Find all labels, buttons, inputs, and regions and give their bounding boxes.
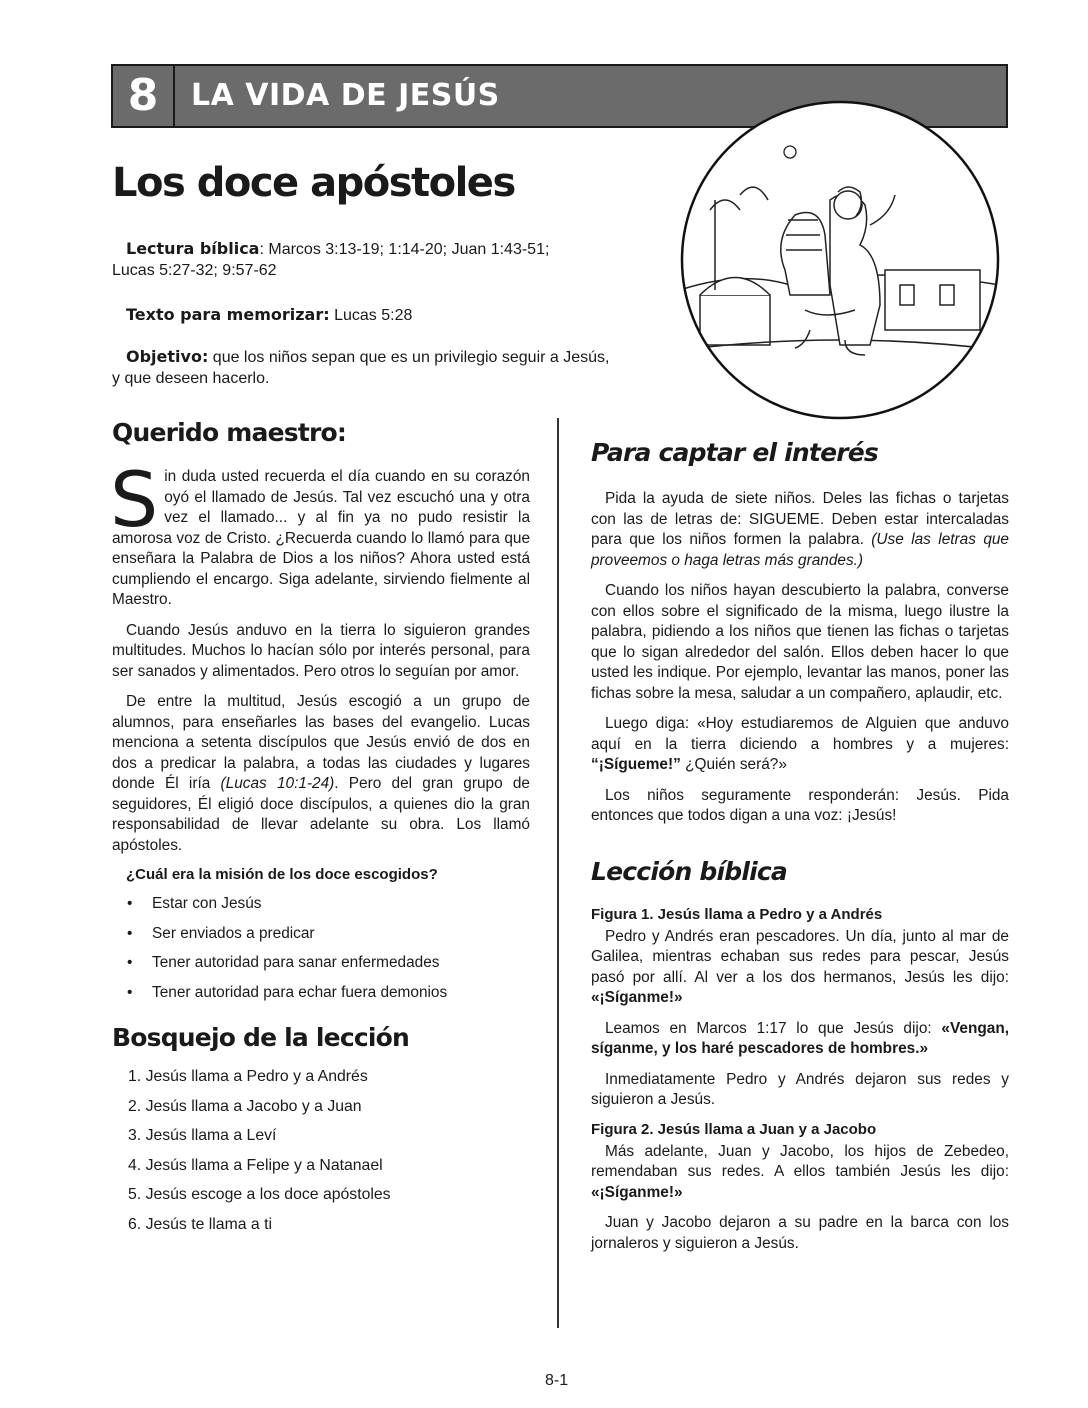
figure-2-heading: Figura 2. Jesús llama a Juan y a Jacobo (591, 1120, 877, 1138)
left-column (112, 418, 530, 1239)
objective-value: que los niños sepan que es un privilegio seguir a Jesús, (208, 349, 610, 366)
interest-text-a: Pida la ayuda de siete niños. Deles las fichas o tarjetas con las de letras de: SIGUEME. Deben estar intercaladas para que los niños formen la palabra. (591, 490, 1009, 548)
f1-text-b: «¡Síganme!» (591, 989, 683, 1006)
column-divider (557, 418, 559, 1328)
page-number: 8-1 (545, 1372, 569, 1389)
list-item: • Ser enviados a predicar (112, 919, 530, 949)
memory-label: Texto para memorizar: (126, 305, 330, 324)
outline-item: 1. Jesús llama a Pedro y a Andrés (128, 1068, 368, 1085)
figure-2-paragraph-1 (591, 1142, 1009, 1204)
capture-interest-heading: Para captar el interés (591, 438, 879, 467)
figure-1-paragraph-2 (591, 1019, 1009, 1060)
lesson-outline (112, 1062, 530, 1239)
figure-1-paragraph-3: Inmediatamente Pedro y Andrés dejaron sus redes y siguieron a Jesús. (591, 1070, 1009, 1108)
interest-3-a: Luego diga: «Hoy estudiaremos de Alguien que anduvo aquí en la tierra diciendo a hombres y a mujeres: (591, 715, 1009, 753)
outline-item: 6. Jesús te llama a ti (128, 1215, 272, 1233)
apostles-paragraph (112, 692, 530, 856)
outline-item: 4. Jesús llama a Felipe y a Natanael (128, 1156, 383, 1174)
right-column (591, 438, 1009, 1264)
objective (112, 346, 692, 389)
interest-paragraph-4: Los niños seguramente responderán: Jesús. Pida entonces que todos digan a una voz: ¡Jesús! (591, 786, 1009, 824)
reading-info (112, 238, 692, 281)
intro-text: in duda usted recuerda el día cuando en su corazón oyó el llamado de Jesús. Tal vez escuchó una y otra vez el llamado... y al fin ya no pudo resistir la amorosa voz de Cristo. ¿Recuerda cuando lo llamó para que enseñara la Palabra de Dios a los niños? Ahora usted está cumpliendo el encargo. Siga adelante, sirviendo fielmente al Maestro. (112, 468, 530, 608)
jesus-illustration (680, 100, 1000, 420)
mission-question: ¿Cuál era la misión de los doce escogidos? (126, 866, 438, 883)
figure-1-heading: Figura 1. Jesús llama a Pedro y a Andrés (591, 905, 883, 923)
f2-text-a: Más adelante, Juan y Jacobo, los hijos de Zebedeo, remendaban sus redes. A ellos también Jesús les dijo: (591, 1142, 1009, 1180)
bible-lesson-heading: Lección bíblica (591, 856, 787, 886)
reading-value-2: Lucas 5:27-32; 9:57-62 (112, 262, 277, 279)
interest-paragraph-1 (591, 489, 1009, 571)
dear-teacher-heading: Querido maestro: (112, 418, 347, 447)
reading-label: Lectura bíblica (126, 239, 260, 258)
intro-paragraph (110, 455, 530, 611)
f2-text-b: «¡Síganme!» (591, 1183, 683, 1201)
list-item: • Tener autoridad para sanar enfermedades (112, 948, 530, 978)
interest-paragraph-2: Cuando los niños hayan descubierto la palabra, converse con ellos sobre el significado de la misma, luego ilustre la palabra, pidiendo a los niños que tienen las fichas o tarjetas que lo sigan alrededor del salón. Ellos deben hacer lo que usted les indique. Por ejemplo, levantar las manos, poner las fichas sobre la mesa, saludar a un compañero, aplaudir, etc. (591, 582, 1009, 702)
outline-heading: Bosquejo de la lección (112, 1023, 410, 1052)
unit-title: LA VIDA DE JESÚS (191, 78, 500, 113)
outline-item: 3. Jesús llama a Leví (128, 1127, 277, 1144)
page-title: Los doce apóstoles (112, 160, 515, 206)
list-item: • Estar con Jesús (112, 889, 530, 919)
outline-item: 2. Jesús llama a Jacobo y a Juan (128, 1097, 362, 1115)
list-item: • Tener autoridad para echar fuera demonios (112, 978, 530, 1008)
apostles-text-a: De entre la multitud, Jesús escogió a un grupo de alumnos, para enseñarles las bases del evangelio. Lucas menciona a setenta discípulos que Jesús envió de dos en dos a predicar la palabra, a todas las ciudades y lugares donde Él iría (112, 693, 530, 792)
mission-list (112, 889, 530, 1007)
objective-value-2: y que deseen hacerlo. (112, 370, 270, 387)
objective-label: Objetivo: (126, 347, 209, 366)
unit-number: 8 (113, 66, 175, 126)
memory-verse (112, 304, 692, 326)
memory-value: Lucas 5:28 (329, 307, 413, 324)
outline-item: 5. Jesús escoge a los doce apóstoles (128, 1186, 391, 1203)
reading-value: : Marcos 3:13-19; 1:14-20; Juan 1:43-51; (259, 241, 550, 258)
interest-text-b: (Use las letras que proveemos o haga letras más grandes.) (591, 531, 1009, 569)
figure-1-paragraph-1 (591, 927, 1009, 1009)
interest-3-c: ¿Quién será?» (680, 756, 787, 773)
drop-cap: S (110, 455, 159, 544)
figure-2-paragraph-2: Juan y Jacobo dejaron a su padre en la barca con los jornaleros y siguieron a Jesús. (591, 1214, 1009, 1252)
f1-p2-b: «Vengan, síganme, y los haré pescadores de hombres.» (591, 1019, 1009, 1057)
luke-reference: (Lucas 10:1-24) (220, 775, 335, 792)
apostles-text-b: . Pero del gran grupo de seguidores, Él eligió doce discípulos, a quienes dio la gran responsabilidad de llevar adelante su obra. Los llamó apóstoles. (112, 775, 530, 854)
interest-3-b: “¡Sígueme!” (591, 756, 681, 773)
multitudes-paragraph: Cuando Jesús anduvo en la tierra lo siguieron grandes multitudes. Muchos lo hacían sólo por interés personal, para ser sanados y alimentados. Pero otros lo seguían por amor. (112, 621, 530, 680)
f1-p2-a: Leamos en Marcos 1:17 lo que Jesús dijo: (605, 1019, 942, 1037)
f1-text-a: Pedro y Andrés eran pescadores. Un día, junto al mar de Galilea, mientras echaban sus redes para pescar, Jesús pasó por allí. Al ver a los dos hermanos, Jesús les dijo: (591, 927, 1009, 986)
interest-paragraph-3 (591, 714, 1009, 776)
